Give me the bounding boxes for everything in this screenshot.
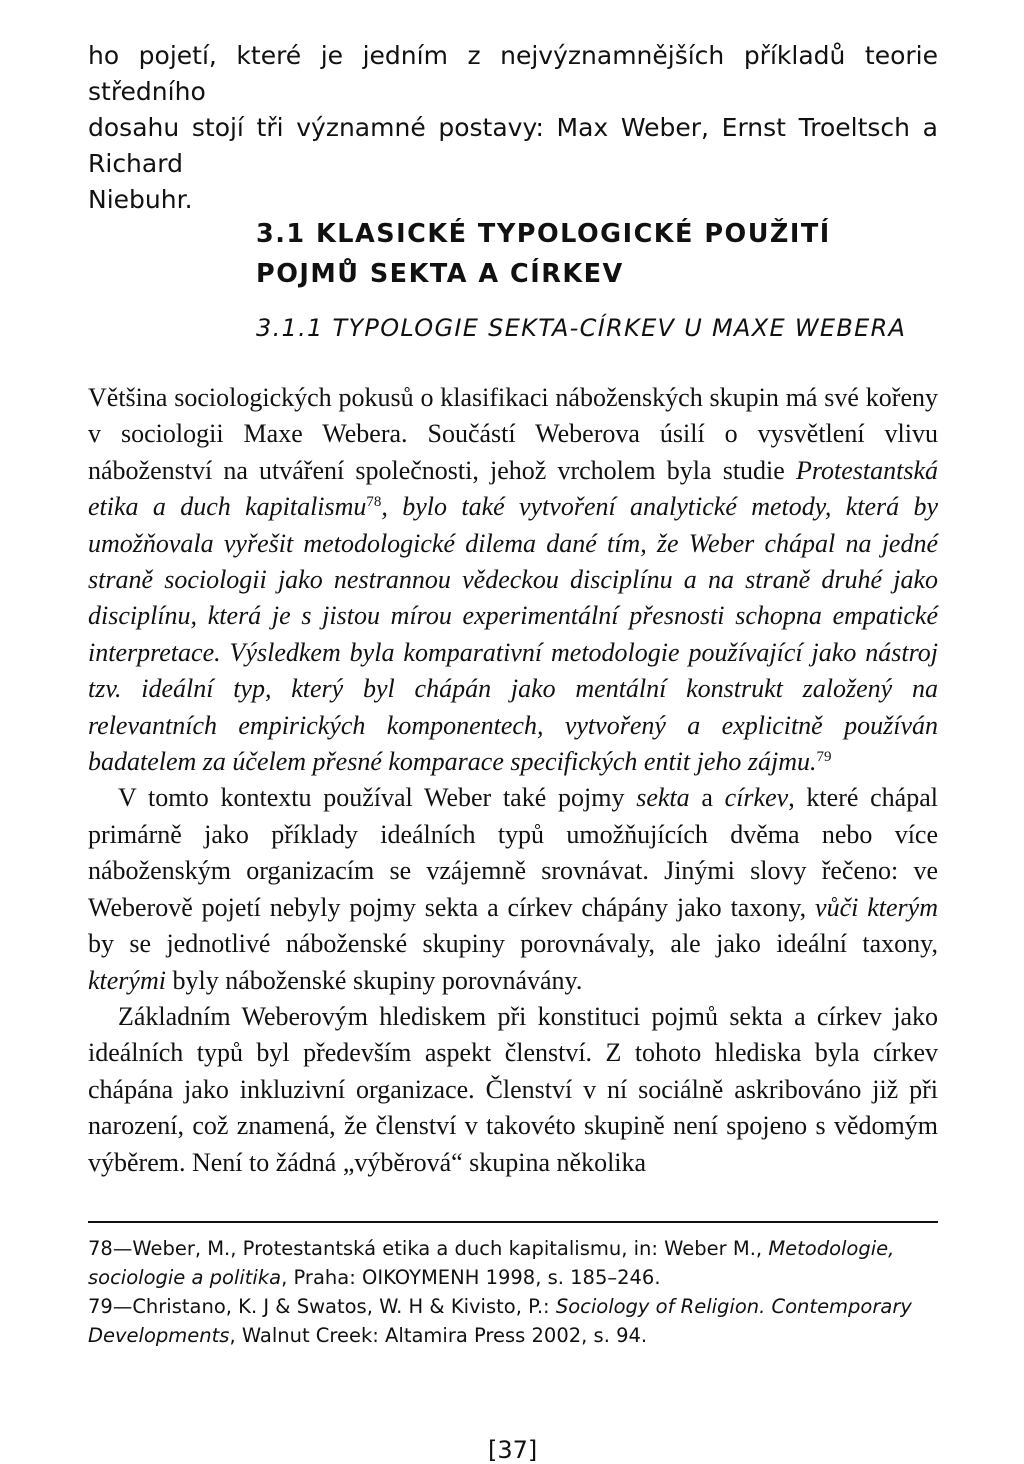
text-run: V tomto kontextu používal Weber také pojmy xyxy=(118,783,637,813)
text-run: a xyxy=(689,783,725,813)
intro-paragraph xyxy=(88,38,938,218)
footnote-italic: Metodologie, sociologie a politika xyxy=(88,1237,895,1289)
paragraph-1 xyxy=(88,380,938,780)
intro-line: dosahu stojí tři významné postavy: Max Weber, Ernst Troeltsch a Richard xyxy=(88,113,938,178)
body-text xyxy=(88,380,938,1181)
italic-term: kterými xyxy=(88,965,166,995)
footnote-text: , Walnut Creek: Altamira Press 2002, s. 94. xyxy=(229,1324,648,1347)
italic-text-run: , bylo také vytvoření analytické metody, která by umožňovala vyřešit metodologické dilema dané tím, že Weber chápal na jedné straně sociologii jako nestrannou vědeckou disciplínu a na straně druhé jako disciplínu, která je s jistou mírou experimentální přesnosti schopna empatické interpretace. Výsledkem byla komparativní metodologie používající jako nástroj tzv. ideální typ, který byl chápán jako mentální konstrukt založený na relevantních empirických komponentech, vytvořený a explicitně používán badatelem za účelem přesné komparace specifických entit jeho zájmu. xyxy=(88,492,938,777)
footnote-text: , Praha: OIKOYMENH 1998, s. 185–246. xyxy=(281,1266,661,1289)
footnote-text: 78—Weber, M., Protestantská etika a duch kapitalismu, in: Weber M., xyxy=(88,1237,769,1260)
text-run: , které chápal primárně jako příklady ideálních typů umožňujících dvěma nebo více náboženským organizacím se vzájemně srovnávat. Jinými slovy řečeno: ve Weberově pojetí nebyly pojmy sekta a církev chápány jako taxony, xyxy=(88,783,938,922)
italic-term: sekta xyxy=(636,783,690,813)
section-heading xyxy=(256,214,831,294)
text-run: byly náboženské skupiny porovnávány. xyxy=(165,965,583,995)
text-run: by se jednotlivé náboženské skupiny porovnávaly, ale jako ideální taxony, xyxy=(88,929,938,959)
text-run: Většina sociologických pokusů o klasifikaci náboženských skupin má své kořeny v sociologii Maxe Webera. Součástí Weberova úsilí o vysvětlení vlivu náboženství na utváření společnosti, jehož vrcholem byla studie xyxy=(88,383,938,485)
intro-line: Niebuhr. xyxy=(88,185,193,214)
italic-title: Protestantská etika a duch kapitalismu xyxy=(88,455,938,522)
footnote-ref-78: 78 xyxy=(366,494,382,511)
paragraph-3: Základním Weberovým hlediskem při konstituci pojmů sekta a církev jako ideálních typů byl především aspekt členství. Z tohoto hlediska byla církev chápána jako inkluzivní organizace. Členství v ní sociálně askribováno již při narození, což znamená, že členství v takovéto skupině není spojeno s vědomým výběrem. Není to žádná „výběrová“ skupina několika xyxy=(88,1001,938,1177)
intro-line: ho pojetí, které je jedním z nejvýznamnějších příkladů teorie středního xyxy=(88,41,938,106)
section-heading-line: 3.1 KLASICKÉ TYPOLOGICKÉ POUŽITÍ xyxy=(256,219,831,249)
italic-term: vůči kterým xyxy=(815,892,938,922)
footnote-78 xyxy=(88,1234,938,1292)
footnote-ref-79: 79 xyxy=(816,749,832,766)
paragraph-2 xyxy=(88,780,938,998)
book-page xyxy=(88,38,938,1464)
section-heading-line: POJMŮ SEKTA A CÍRKEV xyxy=(256,259,624,289)
italic-term: církev xyxy=(724,783,789,813)
page-number: [37] xyxy=(488,1436,538,1464)
footnote-italic: Sociology of Religion. Contemporary Developments xyxy=(88,1295,912,1347)
footnote-79 xyxy=(88,1292,938,1350)
subsection-heading: 3.1.1 TYPOLOGIE SEKTA-CÍRKEV U MAXE WEBERA xyxy=(256,314,907,342)
footnote-divider xyxy=(88,1221,938,1223)
footnote-text: 79—Christano, K. J & Swatos, W. H & Kivisto, P.: xyxy=(88,1295,556,1318)
